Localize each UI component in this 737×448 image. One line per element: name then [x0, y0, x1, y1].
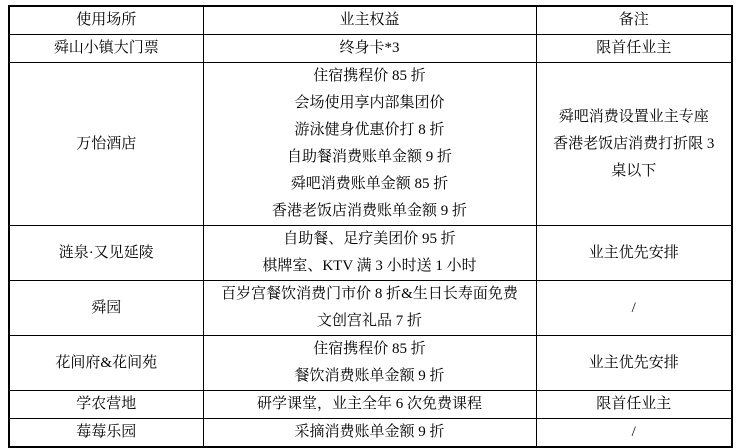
benefit-line: 终身卡*3 — [339, 40, 400, 56]
remark-line: 舜吧消费设置业主专座 — [558, 108, 709, 125]
place-cell: 舜园 — [9, 281, 203, 336]
table-row — [9, 391, 732, 419]
benefits-cell — [203, 63, 536, 226]
benefit-line: 住宿携程价 85 折 — [313, 68, 426, 84]
benefit-line: 百岁宫餐饮消费门市价 8 折&生日长寿面免费 — [221, 286, 518, 302]
benefit-line: 香港老饭店消费账单金额 9 折 — [271, 203, 467, 219]
owner-benefits-table — [8, 5, 733, 448]
benefits-cell — [203, 281, 536, 336]
remark-cell — [536, 63, 732, 226]
col-header-remark: 备注 — [536, 6, 732, 35]
benefits-cell — [203, 336, 536, 391]
benefits-cell — [203, 35, 536, 63]
benefit-line: 游泳健身优惠价打 8 折 — [294, 122, 445, 138]
benefit-line: 自助餐、足疗美团价 95 折 — [283, 231, 456, 247]
benefit-line: 舜吧消费账单金额 85 折 — [290, 176, 449, 192]
remark-cell — [536, 419, 732, 448]
benefit-line: 文创宫礼品 7 折 — [316, 313, 422, 329]
benefit-line: 住宿携程价 85 折 — [313, 341, 426, 357]
remark-cell — [536, 336, 732, 391]
table-row — [9, 281, 732, 336]
table-row — [9, 63, 732, 226]
benefits-cell — [203, 391, 536, 419]
place-cell: 学农营地 — [9, 391, 203, 419]
remark-line: 限首任业主 — [596, 396, 672, 412]
benefits-cell — [203, 226, 536, 281]
remark-cell — [536, 391, 732, 419]
col-header-place: 使用场所 — [9, 6, 203, 35]
place-cell: 舜山小镇大门票 — [9, 35, 203, 63]
place-cell: 花间府&花间苑 — [9, 336, 203, 391]
benefits-cell — [203, 419, 536, 448]
table-row — [9, 419, 732, 448]
remark-line: 业主优先安排 — [588, 354, 679, 371]
benefit-line: 会场使用享内部集团价 — [294, 95, 445, 111]
table-row — [9, 35, 732, 63]
table-body — [9, 35, 732, 448]
remark-line: 限首任业主 — [596, 40, 672, 56]
table-container — [8, 5, 733, 448]
remark-cell — [536, 35, 732, 63]
col-header-benefits: 业主权益 — [203, 6, 536, 35]
benefit-line: 棋牌室、KTV 满 3 小时送 1 小时 — [262, 258, 477, 274]
table-row — [9, 336, 732, 391]
remark-line: / — [631, 424, 636, 440]
benefit-line: 餐饮消费账单金额 9 折 — [294, 368, 445, 384]
place-cell: 万怡酒店 — [9, 63, 203, 226]
benefit-line: 自助餐消费账单金额 9 折 — [286, 149, 452, 165]
place-cell: 涟泉·又见延陵 — [9, 226, 203, 281]
remark-line: 桌以下 — [611, 162, 657, 179]
benefit-line: 研学课堂，业主全年 6 次免费课程 — [256, 396, 482, 412]
remark-line: 业主优先安排 — [588, 244, 679, 261]
remark-line: 香港老饭店消费打折限 3 — [553, 135, 715, 152]
remark-cell — [536, 226, 732, 281]
place-cell: 莓莓乐园 — [9, 419, 203, 448]
remark-cell — [536, 281, 732, 336]
remark-line: / — [631, 299, 636, 316]
header-row — [9, 6, 732, 35]
table-row — [9, 226, 732, 281]
benefit-line: 采摘消费账单金额 9 折 — [294, 424, 445, 440]
